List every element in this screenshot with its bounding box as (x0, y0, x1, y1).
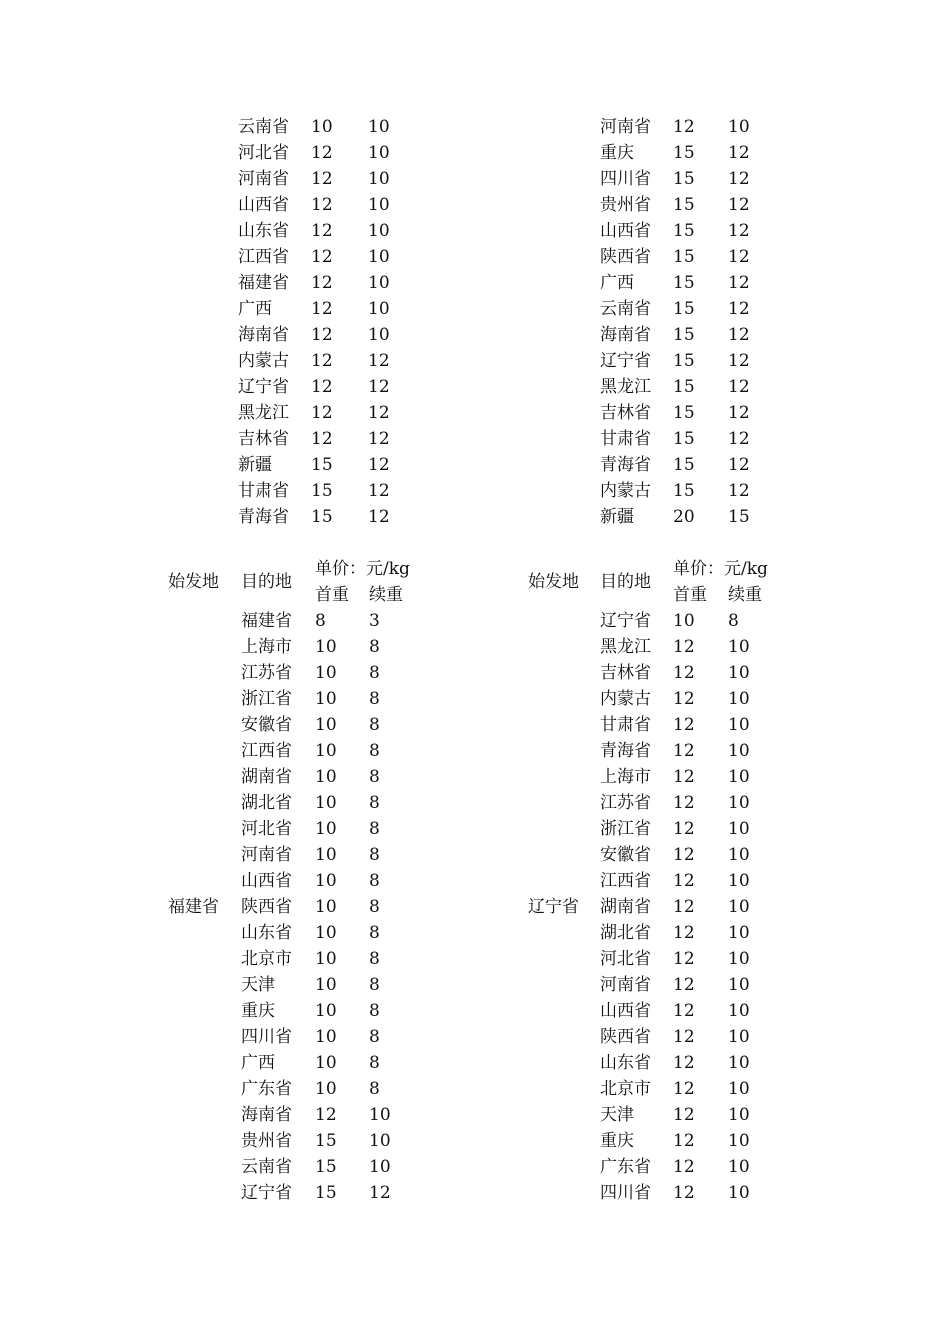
destination-cell: 贵州省 (600, 195, 651, 215)
additional-weight-cell: 10 (728, 1079, 750, 1099)
origin-cell-left: 福建省 (168, 897, 219, 917)
destination-cell: 广西 (238, 299, 272, 319)
destination-cell: 河北省 (241, 819, 292, 839)
destination-cell: 吉林省 (238, 429, 289, 449)
destination-cell: 辽宁省 (600, 611, 651, 631)
additional-weight-cell: 8 (728, 611, 739, 631)
unit-price-header-left: 单价：元/kg (315, 559, 410, 579)
additional-weight-cell: 12 (368, 507, 390, 527)
additional-weight-header-left: 续重 (369, 585, 403, 605)
first-weight-cell: 10 (311, 117, 333, 137)
additional-weight-cell: 10 (728, 767, 750, 787)
first-weight-cell: 12 (673, 1001, 695, 1021)
additional-weight-cell: 10 (368, 247, 390, 267)
first-weight-cell: 10 (673, 611, 695, 631)
first-weight-header-left: 首重 (315, 585, 349, 605)
destination-cell: 黑龙江 (600, 377, 651, 397)
destination-cell: 青海省 (238, 507, 289, 527)
first-weight-cell: 12 (673, 663, 695, 683)
destination-cell: 黑龙江 (238, 403, 289, 423)
additional-weight-cell: 10 (728, 975, 750, 995)
first-weight-cell: 12 (673, 949, 695, 969)
destination-cell: 河南省 (600, 117, 651, 137)
destination-cell: 天津 (600, 1105, 634, 1125)
destination-cell: 陕西省 (241, 897, 292, 917)
destination-cell: 吉林省 (600, 403, 651, 423)
first-weight-cell: 12 (311, 429, 333, 449)
first-weight-cell: 12 (311, 377, 333, 397)
additional-weight-cell: 12 (728, 377, 750, 397)
destination-cell: 海南省 (238, 325, 289, 345)
additional-weight-cell: 12 (728, 247, 750, 267)
origin-cell-right: 辽宁省 (528, 897, 579, 917)
additional-weight-cell: 12 (728, 429, 750, 449)
first-weight-cell: 12 (673, 845, 695, 865)
additional-weight-cell: 8 (369, 715, 380, 735)
first-weight-cell: 12 (673, 689, 695, 709)
additional-weight-cell: 10 (728, 819, 750, 839)
additional-weight-cell: 12 (368, 481, 390, 501)
destination-cell: 海南省 (600, 325, 651, 345)
first-weight-cell: 10 (315, 715, 337, 735)
additional-weight-cell: 10 (728, 949, 750, 969)
first-weight-cell: 10 (315, 897, 337, 917)
additional-weight-cell: 10 (368, 117, 390, 137)
additional-weight-cell: 8 (369, 949, 380, 969)
first-weight-cell: 10 (315, 975, 337, 995)
destination-cell: 上海市 (600, 767, 651, 787)
additional-weight-cell: 10 (728, 1053, 750, 1073)
first-weight-cell: 12 (311, 169, 333, 189)
additional-weight-cell: 10 (728, 689, 750, 709)
additional-weight-cell: 8 (369, 897, 380, 917)
destination-cell: 新疆 (600, 507, 634, 527)
first-weight-cell: 8 (315, 611, 326, 631)
first-weight-cell: 10 (315, 689, 337, 709)
destination-cell: 浙江省 (241, 689, 292, 709)
destination-header-left: 目的地 (241, 572, 292, 592)
destination-cell: 甘肃省 (238, 481, 289, 501)
first-weight-cell: 12 (673, 1027, 695, 1047)
destination-header-right: 目的地 (600, 572, 651, 592)
first-weight-cell: 12 (673, 767, 695, 787)
first-weight-cell: 10 (315, 1001, 337, 1021)
first-weight-cell: 15 (673, 325, 695, 345)
additional-weight-cell: 8 (369, 1027, 380, 1047)
additional-weight-cell: 8 (369, 1079, 380, 1099)
additional-weight-cell: 8 (369, 975, 380, 995)
additional-weight-cell: 10 (728, 741, 750, 761)
first-weight-cell: 12 (673, 1131, 695, 1151)
additional-weight-cell: 10 (728, 715, 750, 735)
destination-cell: 陕西省 (600, 247, 651, 267)
destination-cell: 河北省 (238, 143, 289, 163)
destination-cell: 天津 (241, 975, 275, 995)
additional-weight-cell: 10 (728, 1157, 750, 1177)
first-weight-cell: 12 (311, 273, 333, 293)
additional-weight-cell: 10 (728, 923, 750, 943)
first-weight-cell: 12 (673, 871, 695, 891)
destination-cell: 上海市 (241, 637, 292, 657)
first-weight-cell: 15 (673, 221, 695, 241)
additional-weight-cell: 12 (728, 169, 750, 189)
first-weight-cell: 12 (673, 793, 695, 813)
additional-weight-cell: 10 (369, 1131, 391, 1151)
first-weight-cell: 15 (673, 455, 695, 475)
additional-weight-cell: 10 (728, 1183, 750, 1203)
additional-weight-cell: 10 (728, 663, 750, 683)
additional-weight-cell: 10 (728, 897, 750, 917)
additional-weight-cell: 10 (368, 325, 390, 345)
destination-cell: 江苏省 (241, 663, 292, 683)
first-weight-cell: 15 (673, 273, 695, 293)
first-weight-cell: 10 (315, 663, 337, 683)
destination-cell: 湖北省 (600, 923, 651, 943)
first-weight-cell: 10 (315, 845, 337, 865)
destination-cell: 福建省 (241, 611, 292, 631)
destination-cell: 山东省 (600, 1053, 651, 1073)
additional-weight-cell: 8 (369, 871, 380, 891)
unit-price-header-right: 单价：元/kg (673, 559, 768, 579)
first-weight-cell: 15 (315, 1183, 337, 1203)
destination-cell: 辽宁省 (241, 1183, 292, 1203)
first-weight-cell: 12 (673, 975, 695, 995)
first-weight-cell: 15 (673, 481, 695, 501)
first-weight-cell: 10 (315, 793, 337, 813)
destination-cell: 山西省 (241, 871, 292, 891)
additional-weight-cell: 8 (369, 663, 380, 683)
additional-weight-cell: 10 (369, 1105, 391, 1125)
additional-weight-header-right: 续重 (728, 585, 762, 605)
destination-cell: 广东省 (241, 1079, 292, 1099)
additional-weight-cell: 10 (728, 845, 750, 865)
destination-cell: 四川省 (241, 1027, 292, 1047)
additional-weight-cell: 8 (369, 741, 380, 761)
additional-weight-cell: 12 (728, 143, 750, 163)
first-weight-cell: 12 (673, 923, 695, 943)
first-weight-cell: 12 (311, 325, 333, 345)
additional-weight-cell: 12 (368, 351, 390, 371)
first-weight-cell: 15 (673, 143, 695, 163)
destination-cell: 重庆 (600, 143, 634, 163)
first-weight-cell: 15 (673, 377, 695, 397)
additional-weight-cell: 8 (369, 819, 380, 839)
additional-weight-cell: 10 (728, 793, 750, 813)
first-weight-cell: 12 (673, 1157, 695, 1177)
destination-cell: 四川省 (600, 169, 651, 189)
first-weight-cell: 12 (673, 1079, 695, 1099)
destination-cell: 云南省 (238, 117, 289, 137)
destination-cell: 福建省 (238, 273, 289, 293)
first-weight-cell: 15 (315, 1131, 337, 1151)
first-weight-cell: 10 (315, 819, 337, 839)
destination-cell: 重庆 (241, 1001, 275, 1021)
first-weight-cell: 12 (311, 143, 333, 163)
first-weight-cell: 15 (673, 403, 695, 423)
first-weight-cell: 12 (673, 637, 695, 657)
additional-weight-cell: 10 (368, 273, 390, 293)
additional-weight-cell: 10 (728, 1001, 750, 1021)
first-weight-header-right: 首重 (673, 585, 707, 605)
destination-cell: 湖南省 (241, 767, 292, 787)
destination-cell: 黑龙江 (600, 637, 651, 657)
additional-weight-cell: 12 (728, 299, 750, 319)
first-weight-cell: 15 (673, 247, 695, 267)
destination-cell: 青海省 (600, 741, 651, 761)
first-weight-cell: 20 (673, 507, 695, 527)
destination-cell: 江西省 (238, 247, 289, 267)
destination-cell: 海南省 (241, 1105, 292, 1125)
additional-weight-cell: 10 (728, 1027, 750, 1047)
additional-weight-cell: 15 (728, 507, 750, 527)
additional-weight-cell: 8 (369, 689, 380, 709)
destination-cell: 江苏省 (600, 793, 651, 813)
destination-cell: 北京市 (241, 949, 292, 969)
additional-weight-cell: 10 (368, 195, 390, 215)
destination-cell: 内蒙古 (238, 351, 289, 371)
additional-weight-cell: 8 (369, 637, 380, 657)
destination-cell: 山西省 (600, 1001, 651, 1021)
first-weight-cell: 12 (311, 299, 333, 319)
destination-cell: 甘肃省 (600, 429, 651, 449)
first-weight-cell: 10 (315, 741, 337, 761)
additional-weight-cell: 8 (369, 767, 380, 787)
destination-cell: 湖南省 (600, 897, 651, 917)
destination-cell: 浙江省 (600, 819, 651, 839)
destination-cell: 河北省 (600, 949, 651, 969)
destination-cell: 陕西省 (600, 1027, 651, 1047)
first-weight-cell: 15 (311, 481, 333, 501)
destination-cell: 湖北省 (241, 793, 292, 813)
destination-cell: 吉林省 (600, 663, 651, 683)
first-weight-cell: 12 (311, 403, 333, 423)
destination-cell: 安徽省 (241, 715, 292, 735)
destination-cell: 安徽省 (600, 845, 651, 865)
additional-weight-cell: 12 (368, 455, 390, 475)
first-weight-cell: 10 (315, 637, 337, 657)
destination-cell: 云南省 (600, 299, 651, 319)
destination-cell: 广西 (241, 1053, 275, 1073)
first-weight-cell: 12 (673, 715, 695, 735)
first-weight-cell: 12 (673, 117, 695, 137)
first-weight-cell: 15 (673, 351, 695, 371)
additional-weight-cell: 8 (369, 1001, 380, 1021)
destination-cell: 甘肃省 (600, 715, 651, 735)
additional-weight-cell: 12 (369, 1183, 391, 1203)
destination-cell: 河南省 (600, 975, 651, 995)
first-weight-cell: 12 (311, 247, 333, 267)
additional-weight-cell: 10 (368, 221, 390, 241)
additional-weight-cell: 12 (728, 403, 750, 423)
first-weight-cell: 12 (311, 195, 333, 215)
additional-weight-cell: 12 (368, 377, 390, 397)
first-weight-cell: 10 (315, 1053, 337, 1073)
additional-weight-cell: 3 (369, 611, 380, 631)
additional-weight-cell: 12 (728, 455, 750, 475)
destination-cell: 江西省 (600, 871, 651, 891)
destination-cell: 内蒙古 (600, 689, 651, 709)
destination-cell: 北京市 (600, 1079, 651, 1099)
additional-weight-cell: 12 (728, 325, 750, 345)
additional-weight-cell: 10 (368, 299, 390, 319)
additional-weight-cell: 10 (728, 1105, 750, 1125)
destination-cell: 重庆 (600, 1131, 634, 1151)
destination-cell: 贵州省 (241, 1131, 292, 1151)
additional-weight-cell: 12 (368, 429, 390, 449)
first-weight-cell: 12 (311, 221, 333, 241)
destination-cell: 山东省 (241, 923, 292, 943)
first-weight-cell: 15 (311, 507, 333, 527)
additional-weight-cell: 10 (728, 1131, 750, 1151)
first-weight-cell: 12 (673, 1105, 695, 1125)
destination-cell: 河南省 (241, 845, 292, 865)
destination-cell: 广西 (600, 273, 634, 293)
additional-weight-cell: 8 (369, 923, 380, 943)
destination-cell: 河南省 (238, 169, 289, 189)
additional-weight-cell: 12 (728, 195, 750, 215)
first-weight-cell: 15 (673, 169, 695, 189)
first-weight-cell: 12 (673, 819, 695, 839)
destination-cell: 广东省 (600, 1157, 651, 1177)
first-weight-cell: 10 (315, 1079, 337, 1099)
first-weight-cell: 12 (673, 1053, 695, 1073)
destination-cell: 云南省 (241, 1157, 292, 1177)
first-weight-cell: 12 (673, 1183, 695, 1203)
first-weight-cell: 12 (673, 741, 695, 761)
origin-header-right: 始发地 (528, 572, 579, 592)
origin-header-left: 始发地 (168, 572, 219, 592)
first-weight-cell: 12 (315, 1105, 337, 1125)
destination-cell: 辽宁省 (238, 377, 289, 397)
first-weight-cell: 10 (315, 923, 337, 943)
destination-cell: 青海省 (600, 455, 651, 475)
additional-weight-cell: 8 (369, 1053, 380, 1073)
additional-weight-cell: 10 (368, 143, 390, 163)
destination-cell: 辽宁省 (600, 351, 651, 371)
additional-weight-cell: 12 (728, 351, 750, 371)
additional-weight-cell: 12 (728, 221, 750, 241)
additional-weight-cell: 12 (728, 273, 750, 293)
destination-cell: 四川省 (600, 1183, 651, 1203)
first-weight-cell: 12 (673, 897, 695, 917)
additional-weight-cell: 10 (728, 117, 750, 137)
first-weight-cell: 15 (673, 299, 695, 319)
first-weight-cell: 15 (315, 1157, 337, 1177)
first-weight-cell: 10 (315, 949, 337, 969)
first-weight-cell: 10 (315, 767, 337, 787)
additional-weight-cell: 12 (728, 481, 750, 501)
additional-weight-cell: 10 (728, 871, 750, 891)
additional-weight-cell: 10 (368, 169, 390, 189)
additional-weight-cell: 10 (369, 1157, 391, 1177)
additional-weight-cell: 8 (369, 793, 380, 813)
first-weight-cell: 10 (315, 1027, 337, 1047)
additional-weight-cell: 12 (368, 403, 390, 423)
destination-cell: 山东省 (238, 221, 289, 241)
destination-cell: 山西省 (600, 221, 651, 241)
additional-weight-cell: 8 (369, 845, 380, 865)
destination-cell: 新疆 (238, 455, 272, 475)
first-weight-cell: 10 (315, 871, 337, 891)
first-weight-cell: 15 (673, 429, 695, 449)
first-weight-cell: 12 (311, 351, 333, 371)
destination-cell: 内蒙古 (600, 481, 651, 501)
first-weight-cell: 15 (311, 455, 333, 475)
destination-cell: 山西省 (238, 195, 289, 215)
first-weight-cell: 15 (673, 195, 695, 215)
destination-cell: 江西省 (241, 741, 292, 761)
additional-weight-cell: 10 (728, 637, 750, 657)
